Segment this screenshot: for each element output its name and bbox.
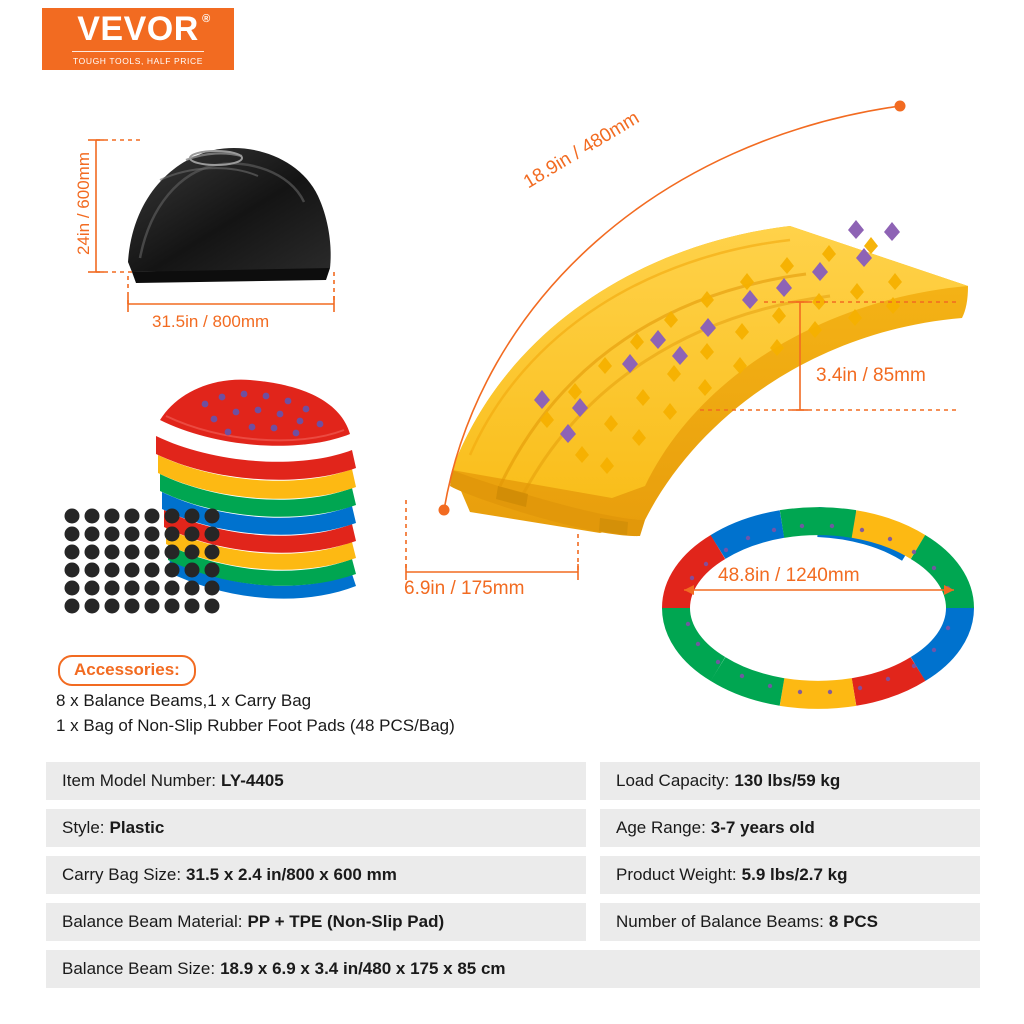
carry-bag-image bbox=[128, 148, 331, 283]
spec-value: Plastic bbox=[109, 818, 165, 837]
spec-value: 8 PCS bbox=[828, 912, 879, 931]
spec-table bbox=[46, 762, 980, 997]
spec-label: Number of Balance Beams: bbox=[616, 912, 824, 931]
spec-value: LY-4405 bbox=[221, 771, 284, 790]
bag-width-label: 31.5in / 800mm bbox=[152, 312, 270, 331]
beam-circle-image bbox=[676, 521, 960, 695]
spec-carry-bag-size bbox=[46, 856, 586, 894]
accessories-badge: Accessories: bbox=[58, 655, 196, 686]
table-row bbox=[46, 950, 980, 988]
accessories-line-2: 1 x Bag of Non-Slip Rubber Foot Pads (48 PCS/Bag) bbox=[56, 716, 455, 735]
spec-label: Product Weight: bbox=[616, 865, 737, 884]
spec-product-weight bbox=[600, 856, 980, 894]
spec-item-model-number bbox=[46, 762, 586, 800]
beam-length-label: 18.9in / 480mm bbox=[520, 107, 644, 194]
brand-name-text: VEVOR bbox=[77, 10, 199, 48]
spec-label: Balance Beam Material: bbox=[62, 912, 243, 931]
registered-mark: ® bbox=[202, 13, 211, 25]
spec-value: 18.9 x 6.9 x 3.4 in/480 x 175 x 85 cm bbox=[220, 959, 506, 978]
spec-value: PP + TPE (Non-Slip Pad) bbox=[247, 912, 445, 931]
brand-tagline: TOUGH TOOLS, HALF PRICE bbox=[72, 51, 204, 66]
spec-number-of-balance-beams bbox=[600, 903, 980, 941]
spec-value: 5.9 lbs/2.7 kg bbox=[741, 865, 848, 884]
spec-label: Item Model Number: bbox=[62, 771, 216, 790]
circle-diameter-label: 48.8in / 1240mm bbox=[718, 565, 860, 586]
spec-label: Load Capacity: bbox=[616, 771, 730, 790]
spec-value: 31.5 x 2.4 in/800 x 600 mm bbox=[186, 865, 397, 884]
spec-label: Carry Bag Size: bbox=[62, 865, 182, 884]
bag-height-label: 24in / 600mm bbox=[74, 152, 93, 255]
accessories-line-1: 8 x Balance Beams,1 x Carry Bag bbox=[56, 691, 312, 710]
spec-load-capacity bbox=[600, 762, 980, 800]
spec-balance-beam-size bbox=[46, 950, 980, 988]
beam-height-label: 3.4in / 85mm bbox=[816, 365, 926, 386]
table-row bbox=[46, 856, 980, 894]
spec-style bbox=[46, 809, 586, 847]
spec-value: 3-7 years old bbox=[710, 818, 815, 837]
spec-balance-beam-material bbox=[46, 903, 586, 941]
table-row bbox=[46, 903, 980, 941]
spec-value: 130 lbs/59 kg bbox=[734, 771, 841, 790]
spec-label: Balance Beam Size: bbox=[62, 959, 216, 978]
table-row bbox=[46, 762, 980, 800]
spec-label: Style: bbox=[62, 818, 105, 837]
table-row bbox=[46, 809, 980, 847]
spec-age-range bbox=[600, 809, 980, 847]
beam-width-label: 6.9in / 175mm bbox=[404, 578, 525, 599]
spec-label: Age Range: bbox=[616, 818, 706, 837]
